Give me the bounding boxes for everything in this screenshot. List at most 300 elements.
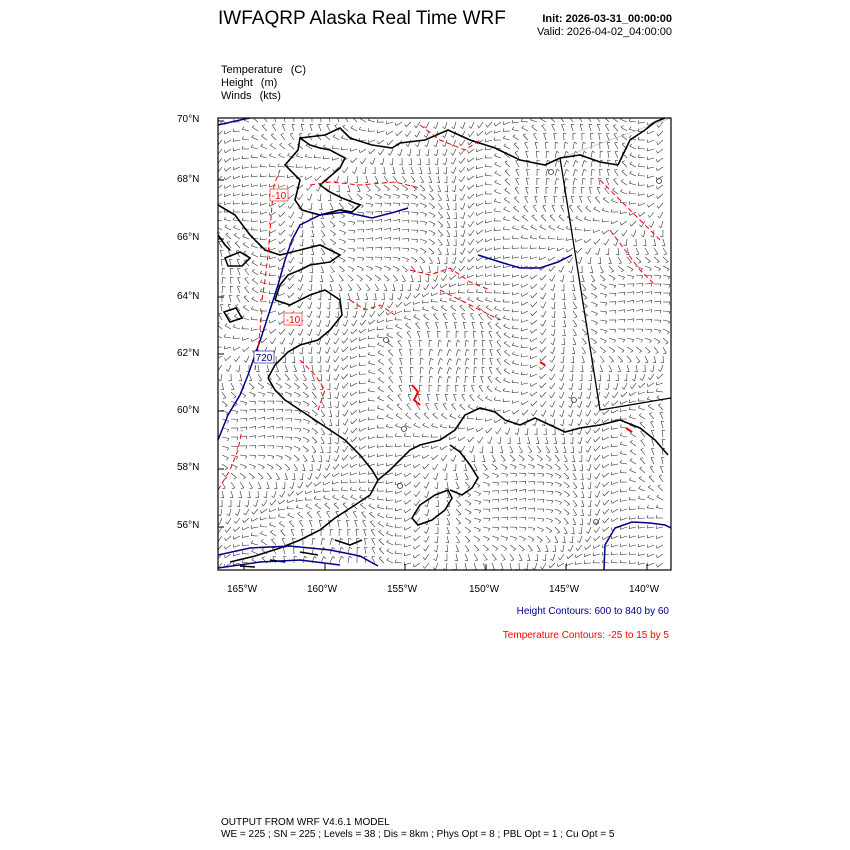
wind-barb xyxy=(396,473,403,476)
wind-barb xyxy=(545,554,546,561)
wind-barb-flag xyxy=(252,269,254,271)
wind-barb-flag xyxy=(289,333,291,335)
wind-barb-flag xyxy=(570,542,573,543)
wind-barb-flag xyxy=(449,367,451,369)
wind-barb-flag xyxy=(332,538,335,540)
wind-barb xyxy=(503,318,510,320)
wind-barb-flag xyxy=(638,146,639,149)
wind-barb-flag xyxy=(233,201,234,204)
wind-barb xyxy=(420,158,421,165)
wind-barb-flag xyxy=(371,205,373,208)
wind-barb xyxy=(312,401,317,406)
wind-barb-flag xyxy=(512,334,514,337)
wind-barb-flag xyxy=(575,178,578,180)
wind-barb-flag xyxy=(504,207,506,209)
wind-barb xyxy=(585,554,592,557)
wind-barb-flag xyxy=(303,115,306,116)
wind-barb xyxy=(528,499,535,501)
wind-barb-flag xyxy=(388,395,391,397)
wind-barb xyxy=(622,136,628,140)
wind-barb-flag xyxy=(261,539,263,541)
wind-barb-flag xyxy=(543,205,546,206)
wind-barb-flag xyxy=(399,238,400,241)
wind-barb-flag xyxy=(351,412,352,415)
wind-barb-flag xyxy=(242,218,243,221)
wind-barb-flag xyxy=(369,315,371,317)
wind-barb-flag xyxy=(456,385,459,386)
wind-barb xyxy=(335,464,340,469)
wind-barb xyxy=(588,437,591,443)
wind-barb xyxy=(627,300,634,302)
wind-barb xyxy=(387,542,393,545)
wind-barb xyxy=(292,124,294,131)
wind-barb xyxy=(546,455,551,460)
wind-barb xyxy=(350,473,357,475)
wind-barb xyxy=(501,473,508,475)
wind-barb-flag xyxy=(460,189,462,191)
wind-barb xyxy=(375,266,382,268)
wind-barb-flag xyxy=(421,367,424,368)
wind-barb xyxy=(512,373,519,375)
wind-barb-flag xyxy=(540,459,543,461)
wind-barb xyxy=(293,538,295,545)
wind-barb-flag xyxy=(371,529,374,530)
wind-barb xyxy=(414,317,420,320)
wind-barb xyxy=(228,365,231,372)
wind-barb-flag xyxy=(545,142,548,143)
wind-barb-flag xyxy=(660,292,661,295)
wind-barb xyxy=(291,530,294,536)
wind-barb-flag xyxy=(494,298,496,301)
wind-barb xyxy=(443,314,447,320)
wind-barb-flag xyxy=(360,279,363,281)
wind-barb xyxy=(289,522,294,527)
wind-barb xyxy=(351,455,357,459)
wind-barb-flag xyxy=(414,315,416,317)
wind-barb xyxy=(468,167,474,171)
wind-barb xyxy=(474,455,475,462)
wind-barb-flag xyxy=(316,325,319,327)
wind-barb-flag xyxy=(629,201,630,204)
wind-barb-flag xyxy=(254,467,256,469)
wind-barb xyxy=(312,428,318,432)
wind-barb xyxy=(636,365,637,372)
wind-barb-flag xyxy=(436,506,439,507)
wind-barb-flag xyxy=(315,423,317,425)
wind-barb xyxy=(357,194,362,199)
wind-barb-flag xyxy=(306,451,309,453)
wind-barb-flag xyxy=(520,452,523,453)
wind-barb-flag xyxy=(649,226,651,228)
wind-barb xyxy=(477,149,483,152)
wind-barb-flag xyxy=(557,564,558,567)
wind-barb-flag xyxy=(279,521,281,523)
wind-barb xyxy=(605,401,609,407)
wind-barb-flag xyxy=(292,362,295,363)
wind-barb xyxy=(519,464,526,466)
wind-barb-flag xyxy=(263,394,265,396)
wind-barb-flag xyxy=(234,314,236,316)
wind-barb-flag xyxy=(251,244,253,246)
wind-barb xyxy=(240,482,244,488)
wind-barb-flag xyxy=(629,118,630,121)
wind-barb-flag xyxy=(458,514,461,515)
wind-barb-flag xyxy=(354,308,357,309)
wind-barb xyxy=(368,428,375,430)
wind-barb xyxy=(532,401,537,406)
wind-barb xyxy=(477,266,483,269)
wind-barb-flag xyxy=(252,278,254,280)
wind-barb xyxy=(329,455,330,462)
wind-barb-flag xyxy=(629,552,630,555)
wind-barb-flag xyxy=(621,270,624,272)
wind-barb xyxy=(426,536,429,542)
wind-barb xyxy=(477,230,483,234)
wind-barb-flag xyxy=(281,352,284,354)
wind-barb-flag xyxy=(657,396,659,398)
wind-barb-flag xyxy=(372,556,375,557)
wind-barb-flag xyxy=(577,415,579,417)
wind-barb-flag xyxy=(405,189,407,191)
wind-barb-flag xyxy=(305,497,306,500)
wind-barb xyxy=(338,401,339,408)
wind-barb xyxy=(579,410,582,417)
wind-barb xyxy=(562,365,564,372)
wind-barb xyxy=(483,545,489,549)
wind-barb-flag xyxy=(244,360,246,362)
wind-barb xyxy=(368,355,375,356)
wind-barb xyxy=(332,482,339,484)
wind-barb-flag xyxy=(584,240,585,243)
wind-barb xyxy=(465,473,469,479)
wind-barb-flag xyxy=(362,173,365,174)
wind-barb-flag xyxy=(514,197,517,198)
wind-barb xyxy=(387,560,393,563)
wind-barb xyxy=(564,133,565,140)
wind-barb xyxy=(447,367,449,374)
wind-barb-flag xyxy=(222,268,225,269)
wind-barb-flag xyxy=(252,350,254,353)
wind-barb xyxy=(654,275,661,276)
wind-barb xyxy=(494,192,501,195)
wind-barb xyxy=(377,482,384,483)
wind-barb-flag xyxy=(326,460,329,462)
wind-barb-flag xyxy=(641,235,644,237)
wind-barb-flag xyxy=(630,171,632,173)
wind-barb xyxy=(234,235,240,239)
wind-barb-flag xyxy=(413,444,414,447)
wind-barb xyxy=(389,302,393,308)
wind-barb xyxy=(410,376,411,383)
wind-barb xyxy=(656,391,663,392)
wind-barb xyxy=(663,320,670,322)
wind-barb xyxy=(558,248,564,251)
wind-barb-flag xyxy=(404,433,405,436)
wind-barb-flag xyxy=(458,367,460,369)
wind-barb xyxy=(490,358,492,365)
wind-barb xyxy=(400,377,403,384)
wind-barb-flag xyxy=(298,395,300,397)
wind-barb-flag xyxy=(603,520,604,523)
wind-barb xyxy=(324,482,330,485)
wind-barb xyxy=(335,356,339,362)
wind-barb xyxy=(405,500,411,504)
wind-barb-flag xyxy=(300,227,303,228)
wind-barb-flag xyxy=(297,197,299,199)
wind-barb xyxy=(465,340,466,347)
field-name: Temperature xyxy=(221,64,283,76)
wind-barb xyxy=(647,149,654,151)
wind-barb xyxy=(312,392,317,397)
wind-barb xyxy=(591,347,596,352)
wind-barb-flag xyxy=(425,206,427,208)
wind-barb xyxy=(496,325,501,330)
wind-barb xyxy=(396,326,402,329)
wind-barb xyxy=(537,455,543,459)
wind-barb xyxy=(606,392,609,398)
wind-barb xyxy=(521,338,528,339)
wind-barb xyxy=(483,491,490,492)
wind-barb-flag xyxy=(657,206,659,209)
wind-barb xyxy=(577,248,582,253)
wind-barb xyxy=(474,554,478,560)
wind-barb xyxy=(456,509,461,514)
wind-barb-flag xyxy=(328,200,331,201)
wind-barb-flag xyxy=(405,134,407,136)
wind-barb xyxy=(366,185,370,190)
wind-barb xyxy=(465,563,467,570)
wind-barb xyxy=(600,374,601,381)
wind-barb xyxy=(528,446,532,452)
wind-barb xyxy=(235,527,241,531)
wind-barb xyxy=(552,125,555,131)
wind-barb xyxy=(476,167,483,169)
wind-barb xyxy=(438,239,442,245)
wind-barb-flag xyxy=(630,386,632,388)
wind-barb xyxy=(564,302,566,309)
wind-barb xyxy=(270,320,276,323)
wind-barb-flag xyxy=(424,252,426,254)
wind-barb xyxy=(638,545,645,547)
wind-barb xyxy=(450,416,456,419)
wind-barb xyxy=(590,473,591,480)
wind-barb-flag xyxy=(557,169,559,171)
wind-barb xyxy=(222,259,223,266)
wind-barb-flag xyxy=(397,189,399,191)
wind-barb-flag xyxy=(440,367,442,369)
wind-barb xyxy=(438,194,442,200)
wind-barb-flag xyxy=(261,144,263,146)
wind-barb xyxy=(353,320,357,326)
wind-barb-flag xyxy=(550,279,552,281)
wind-barb xyxy=(260,176,267,177)
wind-barb xyxy=(429,376,430,383)
wind-barb-flag xyxy=(521,302,522,305)
wind-barb xyxy=(492,527,499,528)
wind-barb xyxy=(351,497,357,500)
wind-barb-flag xyxy=(466,367,469,369)
wind-barb xyxy=(219,527,223,533)
wind-barb xyxy=(393,176,397,182)
wind-barb-flag xyxy=(452,181,454,183)
wind-barb-flag xyxy=(278,174,279,177)
wind-barb xyxy=(420,203,427,206)
wind-barb xyxy=(479,437,483,443)
wind-barb-flag xyxy=(387,306,389,308)
wind-barb xyxy=(351,383,357,386)
wind-barb xyxy=(378,361,384,365)
wind-barb-flag xyxy=(569,388,572,390)
wind-barb xyxy=(600,293,607,295)
wind-barb xyxy=(242,212,249,213)
wind-barb-flag xyxy=(638,173,639,176)
wind-barb-flag xyxy=(593,546,594,549)
wind-barb xyxy=(236,356,240,362)
wind-barb-flag xyxy=(251,339,252,342)
wind-barb-flag xyxy=(363,258,364,261)
wind-barb xyxy=(661,365,664,372)
wind-barb xyxy=(260,185,267,187)
wind-barb xyxy=(375,293,376,300)
wind-barb xyxy=(582,329,587,334)
wind-barb xyxy=(393,257,400,258)
wind-barb xyxy=(425,563,429,569)
wind-barb xyxy=(567,248,573,252)
wind-barb-flag xyxy=(541,414,543,416)
wind-barb xyxy=(251,176,258,177)
wind-barb-flag xyxy=(252,558,254,560)
wind-barb xyxy=(243,307,249,311)
wind-barb-flag xyxy=(458,505,461,506)
wind-barb xyxy=(639,415,645,419)
wind-barb xyxy=(626,239,627,246)
wind-barb xyxy=(515,188,519,194)
wind-barb-flag xyxy=(476,429,477,432)
wind-barb-flag xyxy=(657,376,658,379)
wind-barb xyxy=(533,410,537,416)
wind-barb-flag xyxy=(630,459,632,461)
wind-barb xyxy=(618,284,625,285)
wind-barb-flag xyxy=(660,236,663,237)
wind-barb-flag xyxy=(343,224,345,226)
wind-barb xyxy=(647,536,654,538)
wind-barb xyxy=(261,146,267,149)
wind-barb-flag xyxy=(404,474,405,477)
wind-barb-flag xyxy=(605,331,607,334)
wind-barb-flag xyxy=(292,479,295,480)
wind-barb-flag xyxy=(457,497,460,498)
wind-barb-flag xyxy=(514,467,516,469)
wind-barb-flag xyxy=(298,512,301,514)
wind-barb-flag xyxy=(422,300,423,303)
wind-barb xyxy=(398,395,402,401)
wind-barb xyxy=(219,518,222,525)
wind-barb xyxy=(435,275,438,282)
wind-barb-flag xyxy=(343,503,346,504)
wind-barb-flag xyxy=(315,414,318,416)
wind-barb xyxy=(591,151,592,158)
wind-barb xyxy=(564,491,570,495)
wind-barb-flag xyxy=(512,317,513,320)
wind-barb-flag xyxy=(429,340,432,341)
wind-barb xyxy=(438,176,440,183)
wind-barb xyxy=(377,418,384,419)
wind-barb-flag xyxy=(478,305,481,307)
wind-barb xyxy=(386,446,393,447)
wind-barb-flag xyxy=(494,208,495,211)
wind-barb-flag xyxy=(440,435,441,438)
wind-barb-flag xyxy=(280,342,282,344)
wind-barb xyxy=(300,329,303,335)
wind-barb-flag xyxy=(588,497,591,498)
wind-barb-flag xyxy=(307,404,309,406)
wind-barb-flag xyxy=(494,123,495,126)
wind-barb-flag xyxy=(410,358,413,359)
wind-barb xyxy=(386,464,393,466)
wind-barb-flag xyxy=(435,403,438,404)
wind-barb xyxy=(321,428,325,434)
wind-barb xyxy=(541,275,546,280)
wind-barb-flag xyxy=(460,198,462,200)
wind-barb-flag xyxy=(435,488,438,489)
wind-barb xyxy=(395,426,402,428)
wind-barb xyxy=(507,428,510,435)
wind-barb-flag xyxy=(291,437,292,440)
wind-barb-flag xyxy=(586,432,588,434)
wind-barb-flag xyxy=(530,246,531,249)
wind-barb xyxy=(485,175,492,176)
wind-barb xyxy=(366,229,373,230)
wind-barb-flag xyxy=(225,225,227,227)
wind-barb-flag xyxy=(326,380,329,381)
wind-barb xyxy=(531,374,537,377)
wind-barb xyxy=(606,239,610,245)
wind-barb-flag xyxy=(552,317,555,318)
wind-barb xyxy=(429,176,432,182)
wind-barb xyxy=(231,410,238,412)
wind-barb xyxy=(377,473,384,474)
field-unit: (C) xyxy=(290,64,307,76)
wind-barb xyxy=(588,446,591,452)
wind-barb-flag xyxy=(504,421,505,424)
wind-barb xyxy=(546,536,550,542)
wind-barb-flag xyxy=(234,397,237,398)
wind-barb-flag xyxy=(309,281,312,282)
wind-barb-flag xyxy=(457,542,460,543)
wind-barb-flag xyxy=(262,557,265,558)
wind-barb xyxy=(238,277,240,284)
wind-barb xyxy=(233,338,240,339)
wind-barb xyxy=(630,392,636,396)
wind-barb xyxy=(251,329,258,331)
wind-barb xyxy=(510,545,516,549)
wind-barb xyxy=(485,212,492,213)
wind-barb xyxy=(483,563,486,570)
wind-barb xyxy=(416,491,420,497)
wind-barb xyxy=(405,325,411,329)
wind-barb-flag xyxy=(408,239,409,242)
wind-barb xyxy=(525,143,529,149)
wind-barb xyxy=(630,173,636,176)
wind-barb-flag xyxy=(550,215,553,216)
wind-barb-flag xyxy=(554,196,557,197)
wind-barb-flag xyxy=(584,298,587,299)
wind-barb xyxy=(294,374,298,380)
wind-barb-flag xyxy=(307,512,310,513)
wind-barb xyxy=(352,428,357,433)
wind-barb-flag xyxy=(647,123,648,126)
wind-barb xyxy=(573,284,575,291)
